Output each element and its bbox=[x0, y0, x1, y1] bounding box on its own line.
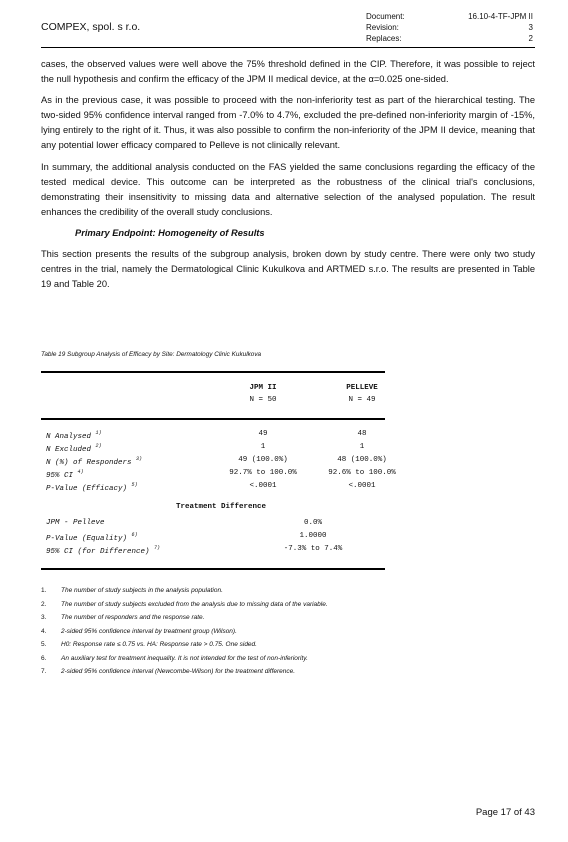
footnote: 6. An auxiliary test for treatment inequality. It is not intended for the test of non-inferiority. bbox=[41, 654, 308, 662]
section-subheading: Primary Endpoint: Homogeneity of Results bbox=[75, 227, 265, 238]
footnote: 3. The number of responders and the response rate. bbox=[41, 614, 205, 621]
diff-row-label: P-Value (Equality) $^{6)}$ bbox=[46, 532, 138, 543]
col-header-jpm: JPM II bbox=[249, 384, 277, 392]
paragraph: This section presents the results of the subgroup analysis, broken down by study centre. There were only two study centres in the trial, namely the Dermatological Clinic Kukulkova and ARTMED s.r.o. The results are presented in Table 19 and Table 20. bbox=[41, 249, 535, 290]
meta-value: 16.10-4-TF-JPM II bbox=[468, 12, 533, 21]
footnote: 4. 2-sided 95% confidence interval by treatment group (Wilson). bbox=[41, 627, 237, 635]
footnote: 2. The number of study subjects excluded from the analysis due to missing data of the variable. bbox=[41, 600, 328, 608]
table-rule-header bbox=[41, 418, 385, 420]
meta-label: Replaces: bbox=[366, 34, 402, 43]
meta-label: Revision: bbox=[366, 23, 399, 32]
table-rule-bottom bbox=[41, 568, 385, 570]
row-label: N Excluded $^{2)}$ bbox=[46, 443, 102, 454]
paragraph: As in the previous case, it was possible to proceed with the non-inferiority test as part of the hierarchical testing. The two-sided 95% confidence interval ranged from -7.0% to 4.7%, excluded the pre-defined non-inferiority margin of -15%, lying entirely to the right of it. Thus, it was also possible to confirm the non-inferiority of the JPM II device, meaning that any potential lower efficacy compared to Pelleve is not clinically relevant. bbox=[41, 95, 535, 151]
row-value-jpm: 92.7% to 100.0% bbox=[229, 469, 297, 477]
meta-value: 3 bbox=[528, 23, 533, 32]
row-value-pelleve: <.0001 bbox=[348, 482, 376, 490]
company-name: COMPEX, spol. s r.o. bbox=[41, 21, 141, 33]
treatment-difference-title: Treatment Difference bbox=[175, 503, 267, 511]
footnote: 5. H0: Response rate ≤ 0.75 vs. HA: Response rate > 0.75. One sided. bbox=[41, 641, 257, 648]
diff-row-value: 0.0% bbox=[303, 519, 323, 527]
table-rule-top bbox=[41, 371, 385, 373]
footnote: 1. The number of study subjects in the analysis population. bbox=[41, 587, 223, 594]
row-label: P-Value (Efficacy) $^{5)}$ bbox=[46, 482, 138, 493]
table-caption: Table 19 Subgroup Analysis of Efficacy by Site: Dermatology Clinic Kukulkova bbox=[41, 351, 262, 358]
diff-row-value: -7.3% to 7.4% bbox=[283, 545, 343, 553]
row-value-jpm: <.0001 bbox=[249, 482, 277, 490]
diff-row-value: 1.0000 bbox=[299, 532, 327, 540]
row-value-pelleve: 48 bbox=[357, 430, 367, 438]
document-meta bbox=[366, 11, 533, 44]
meta-row-document bbox=[366, 11, 533, 22]
row-label: N Analysed $^{1)}$ bbox=[46, 430, 102, 441]
row-label: N (%) of Responders $^{3)}$ bbox=[46, 456, 143, 467]
page-number: Page 17 of 43 bbox=[475, 807, 535, 818]
col-n-pelleve: N = 49 bbox=[348, 396, 376, 404]
row-value-pelleve: 48 (100.0%) bbox=[337, 456, 387, 464]
col-n-jpm: N = 50 bbox=[249, 396, 277, 404]
meta-value: 2 bbox=[528, 34, 533, 43]
row-value-jpm: 1 bbox=[260, 443, 266, 451]
row-label: 95% CI $^{4)}$ bbox=[46, 469, 84, 480]
row-value-jpm: 49 bbox=[258, 430, 268, 438]
row-value-pelleve: 92.6% to 100.0% bbox=[328, 469, 396, 477]
col-header-pelleve: PELLEVE bbox=[346, 384, 378, 392]
paragraph: In summary, the additional analysis conducted on the FAS yielded the same conclusions regarding the efficacy of the tested medical device. This outcome can be interpreted as the robustness of the clinical trial's conclusions, demonstrating their insensitivity to missing data and alternative selection of the analysed population. The result enhances the credibility of the overall study conclusions. bbox=[41, 161, 535, 217]
paragraph: cases, the observed values were well above the 75% threshold defined in the CIP. Therefore, it was possible to reject the null hypothesis and confirm the efficacy of the JPM II medical device, at the α=0.025 one-sided. bbox=[41, 59, 535, 85]
footnotes bbox=[41, 587, 535, 682]
row-value-jpm: 49 (100.0%) bbox=[238, 456, 288, 464]
meta-row-revision bbox=[366, 22, 533, 33]
diff-row-label: JPM - Pelleve bbox=[46, 519, 105, 527]
row-value-pelleve: 1 bbox=[359, 443, 365, 451]
meta-label: Document: bbox=[366, 12, 405, 21]
diff-row-label: 95% CI (for Difference) $^{7)}$ bbox=[46, 545, 161, 556]
meta-row-replaces bbox=[366, 33, 533, 44]
footnote: 7. 2-sided 95% confidence interval (Newcombe-Wilson) for the treatment difference. bbox=[41, 668, 296, 675]
